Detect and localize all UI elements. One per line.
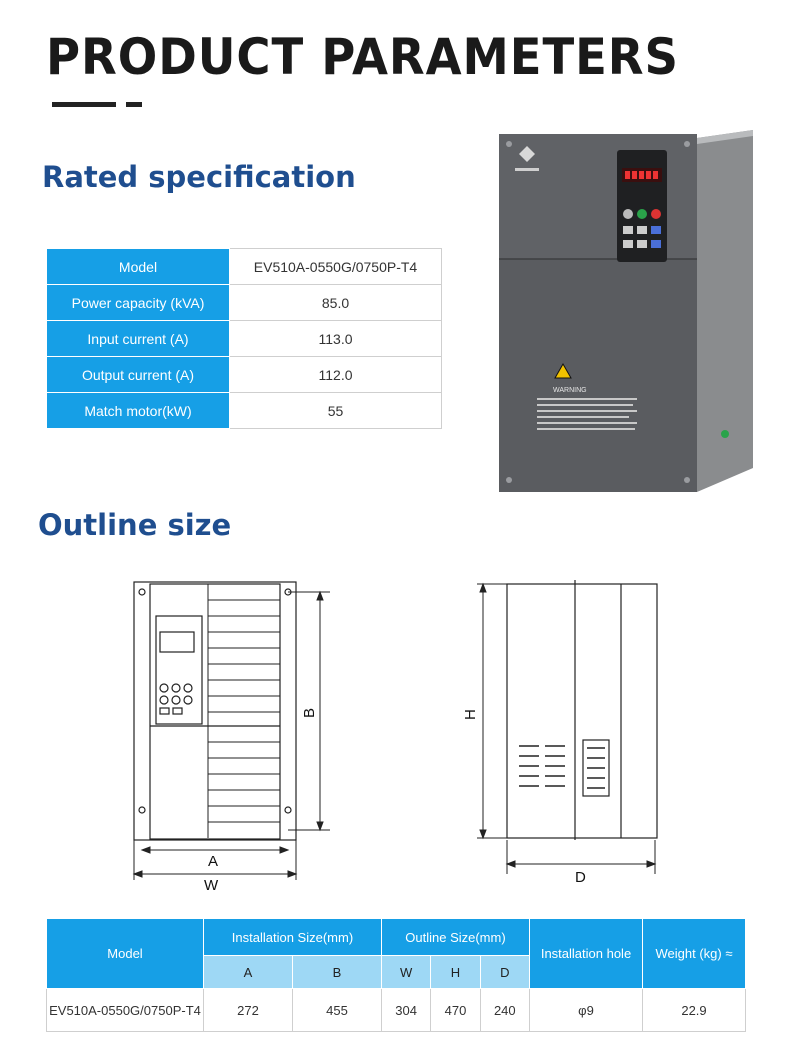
front-outline — [134, 582, 296, 840]
table-header-row — [47, 919, 746, 956]
table-row — [47, 321, 442, 357]
spec-label: Power capacity (kVA) — [47, 285, 230, 321]
panel-key-icon — [172, 696, 180, 704]
table-row — [47, 249, 442, 285]
warning-line — [537, 404, 633, 406]
panel-key-icon — [184, 696, 192, 704]
mount-hole-icon — [139, 589, 145, 595]
header-outline-size: Outline Size(mm) — [381, 919, 529, 956]
spec-label: Input current (A) — [47, 321, 230, 357]
dimension-label-a: A — [208, 853, 219, 870]
panel-key-icon — [172, 684, 180, 692]
mount-hole-icon — [139, 807, 145, 813]
panel-key-icon — [173, 708, 182, 714]
panel-key-icon — [160, 684, 168, 692]
warning-line — [537, 416, 629, 418]
subheader-w: W — [381, 956, 430, 989]
run-key-icon — [637, 209, 647, 219]
spec-value: 113.0 — [230, 321, 442, 357]
subheader-h: H — [431, 956, 480, 989]
header-model: Model — [47, 919, 204, 989]
table-row — [47, 357, 442, 393]
mount-hole-icon — [285, 807, 291, 813]
up-key-icon — [651, 226, 661, 234]
dimension-lines — [477, 584, 655, 874]
subheader-b: B — [292, 956, 381, 989]
warning-line — [537, 410, 637, 412]
panel-key-icon — [637, 240, 647, 248]
header-weight: Weight (kg) ≈ — [643, 919, 746, 989]
panel-key-icon — [637, 226, 647, 234]
ground-indicator-icon — [721, 430, 729, 438]
panel-key-icon — [160, 696, 168, 704]
spec-label: Model — [47, 249, 230, 285]
panel-key-icon — [160, 708, 169, 714]
warning-label-text: WARNING — [553, 387, 587, 394]
subheader-a: A — [204, 956, 293, 989]
header-installation-size: Installation Size(mm) — [204, 919, 382, 956]
screw-icon — [684, 141, 690, 147]
dimension-label-h: H — [462, 709, 479, 720]
warning-line — [537, 398, 637, 400]
warning-line — [537, 428, 635, 430]
table-row — [47, 393, 442, 429]
spec-label: Output current (A) — [47, 357, 230, 393]
dimension-label-w: W — [204, 877, 219, 894]
spec-value: 112.0 — [230, 357, 442, 393]
title-underline-short — [126, 102, 142, 107]
cell-a: 272 — [204, 989, 293, 1032]
product-image — [497, 128, 755, 496]
dimension-label-b: B — [301, 707, 318, 718]
display-outline — [160, 632, 194, 652]
cell-d: 240 — [480, 989, 529, 1032]
side-view-drawing — [455, 570, 670, 890]
screw-icon — [684, 477, 690, 483]
panel-key-icon — [623, 226, 633, 234]
led-digits — [625, 171, 658, 179]
table-row — [47, 989, 746, 1032]
title-underline-long — [52, 102, 116, 107]
cell-model: EV510A-0550G/0750P-T4 — [47, 989, 204, 1032]
screw-icon — [506, 477, 512, 483]
cell-hole: φ9 — [530, 989, 643, 1032]
dimension-label-d: D — [575, 869, 586, 886]
spec-value: EV510A-0550G/0750P-T4 — [230, 249, 442, 285]
page-title: PRODUCT PARAMETERS — [46, 28, 679, 86]
panel-key-icon — [623, 240, 633, 248]
front-view-drawing — [120, 570, 340, 895]
down-key-icon — [651, 240, 661, 248]
side-vent-slots — [519, 746, 605, 788]
side-outline — [507, 584, 657, 838]
subheader-d: D — [480, 956, 529, 989]
rated-spec-title: Rated specification — [42, 160, 356, 194]
cell-w: 304 — [381, 989, 430, 1032]
spec-value: 85.0 — [230, 285, 442, 321]
screw-icon — [506, 141, 512, 147]
warning-line — [537, 422, 637, 424]
panel-key-icon — [184, 684, 192, 692]
stop-key-icon — [651, 209, 661, 219]
header-installation-hole: Installation hole — [530, 919, 643, 989]
outline-size-table — [46, 918, 746, 1032]
cell-weight: 22.9 — [643, 989, 746, 1032]
panel-key-icon — [623, 209, 633, 219]
dimension-lines — [134, 592, 330, 880]
table-row — [47, 285, 442, 321]
cell-h: 470 — [431, 989, 480, 1032]
outline-size-title: Outline size — [38, 508, 232, 542]
spec-label: Match motor(kW) — [47, 393, 230, 429]
heat-sink-fins — [208, 584, 280, 838]
rated-spec-table — [46, 248, 442, 429]
spec-value: 55 — [230, 393, 442, 429]
cell-b: 455 — [292, 989, 381, 1032]
